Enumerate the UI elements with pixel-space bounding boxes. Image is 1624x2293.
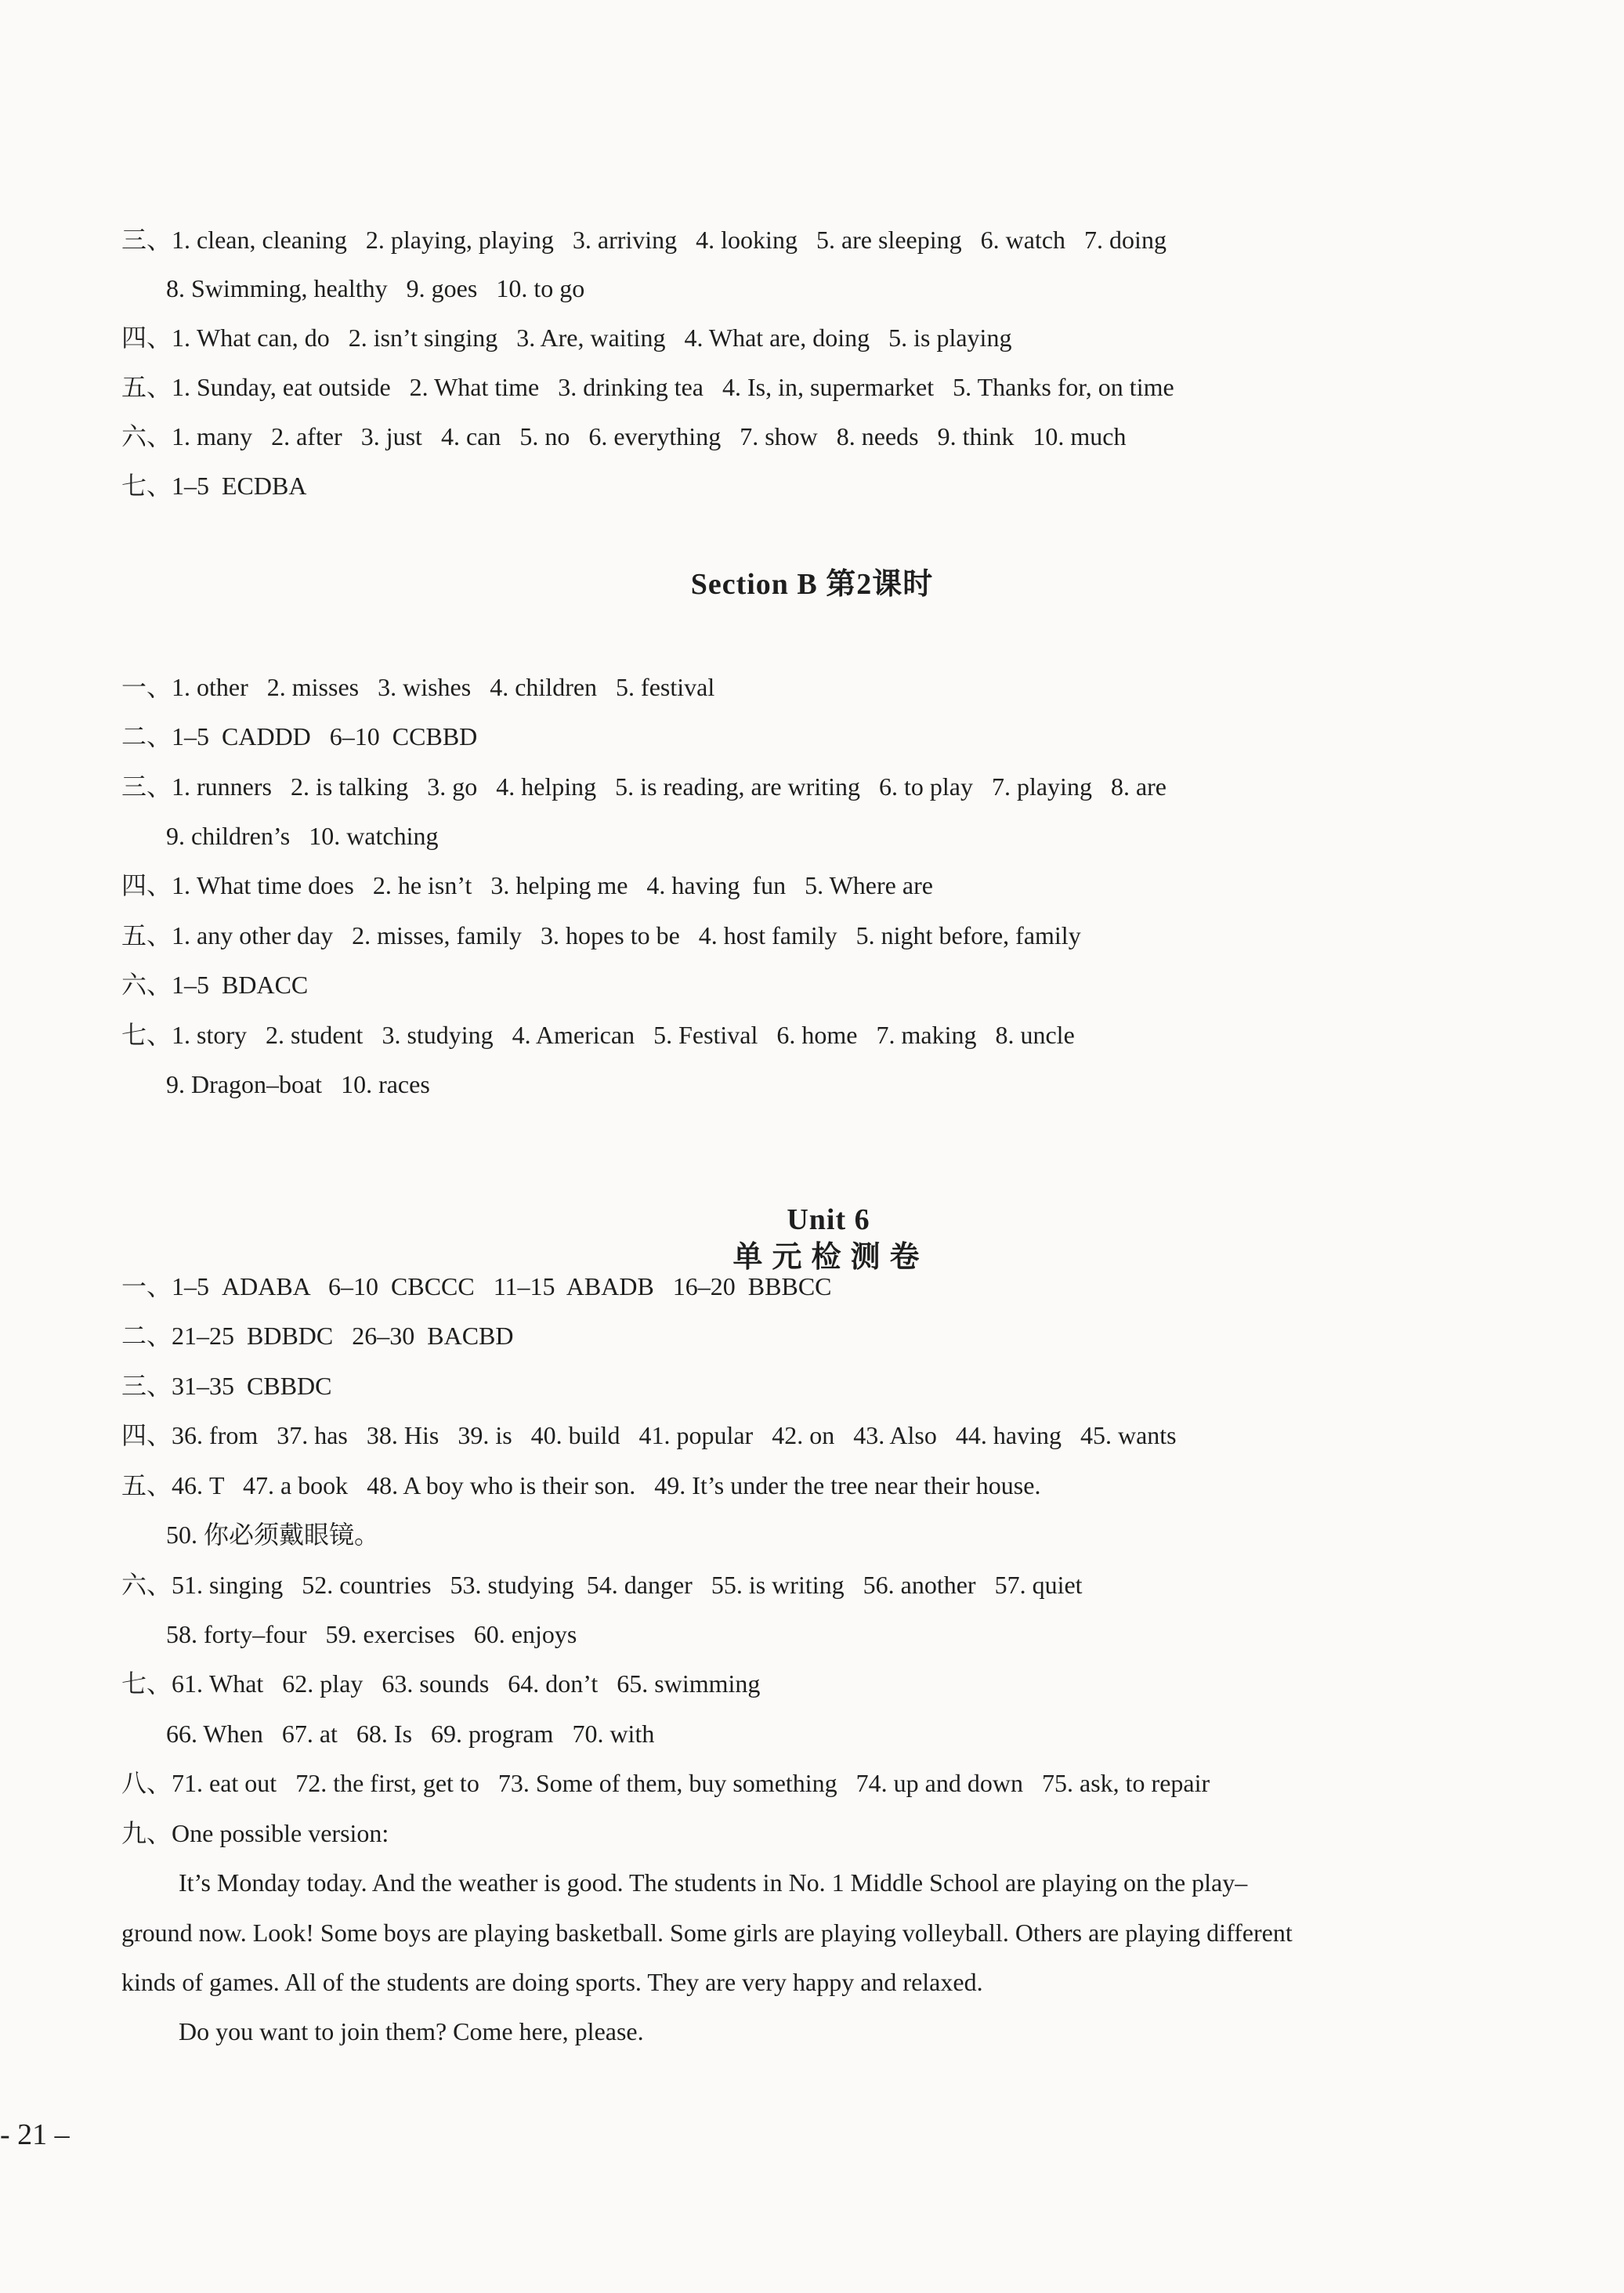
essay-line: kinds of games. All of the students are doing sports. They are very happy and relaxed. — [121, 1968, 983, 1996]
answer-line: 9. Dragon–boat 10. races — [166, 1070, 430, 1098]
answer-line: 五、1. any other day 2. misses, family 3. hopes to be 4. host family 5. night before, family — [121, 921, 1081, 949]
answer-line: 三、31–35 CBBDC — [121, 1372, 332, 1400]
answer-line: 九、One possible version: — [121, 1819, 389, 1847]
answer-line: 一、1. other 2. misses 3. wishes 4. children 5. festival — [121, 673, 715, 701]
answer-line: 58. forty–four 59. exercises 60. enjoys — [166, 1620, 577, 1648]
answer-line: 五、46. T 47. a book 48. A boy who is their son. 49. It’s under the tree near their house. — [121, 1471, 1041, 1499]
answer-line: 七、1–5 ECDBA — [121, 472, 307, 500]
answer-line: 四、36. from 37. has 38. His 39. is 40. build 41. popular 42. on 43. Also 44. having 45. wants — [121, 1421, 1177, 1449]
answer-line: 八、71. eat out 72. the first, get to 73. Some of them, buy something 74. up and down 75. ask, to repair — [121, 1769, 1210, 1797]
answer-line: 二、1–5 CADDD 6–10 CCBBD — [121, 722, 478, 750]
unit-heading-cn: 单元检测卷 — [732, 1241, 929, 1274]
answer-line: 七、61. What 62. play 63. sounds 64. don’t 65. swimming — [121, 1669, 761, 1698]
essay-line: Do you want to join them? Come here, please. — [179, 2017, 644, 2045]
answer-line: 七、1. story 2. student 3. studying 4. American 5. Festival 6. home 7. making 8. uncle — [121, 1021, 1075, 1049]
answer-line: 六、51. singing 52. countries 53. studying 54. danger 55. is writing 56. another 57. quiet — [121, 1571, 1083, 1599]
unit-heading-en: Unit 6 — [787, 1203, 870, 1236]
answer-line: 五、1. Sunday, eat outside 2. What time 3. drinking tea 4. Is, in, supermarket 5. Thanks for, on time — [121, 373, 1174, 401]
answer-line: 三、1. clean, cleaning 2. playing, playing 3. arriving 4. looking 5. are sleeping 6. watch 7. doing — [121, 226, 1166, 254]
page-number: - 21 – — [0, 2118, 70, 2151]
answer-line: 66. When 67. at 68. Is 69. program 70. with — [166, 1720, 655, 1748]
answer-line: 六、1. many 2. after 3. just 4. can 5. no 6. everything 7. show 8. needs 9. think 10. much — [121, 422, 1127, 450]
answer-line: 50. 你必须戴眼镜。 — [166, 1521, 380, 1549]
section-heading: Section B 第2课时 — [690, 568, 934, 601]
answer-line: 四、1. What can, do 2. isn’t singing 3. Are, waiting 4. What are, doing 5. is playing — [121, 324, 1012, 352]
answer-line: 一、1–5 ADABA 6–10 CBCCC 11–15 ABADB 16–20 BBBCC — [121, 1272, 832, 1300]
answer-line: 二、21–25 BDBDC 26–30 BACBD — [121, 1322, 514, 1350]
answer-line: 三、1. runners 2. is talking 3. go 4. helping 5. is reading, are writing 6. to play 7. playing 8. are — [121, 772, 1167, 801]
answer-line: 六、1–5 BDACC — [121, 971, 309, 999]
answer-line: 8. Swimming, healthy 9. goes 10. to go — [166, 274, 585, 302]
essay-line: ground now. Look! Some boys are playing basketball. Some girls are playing volleyball. Others are playing different — [121, 1919, 1293, 1947]
answer-line: 四、1. What time does 2. he isn’t 3. helping me 4. having fun 5. Where are — [121, 871, 933, 899]
essay-line: It’s Monday today. And the weather is good. The students in No. 1 Middle School are playing on the play– — [179, 1868, 1248, 1897]
answer-line: 9. children’s 10. watching — [166, 822, 439, 850]
